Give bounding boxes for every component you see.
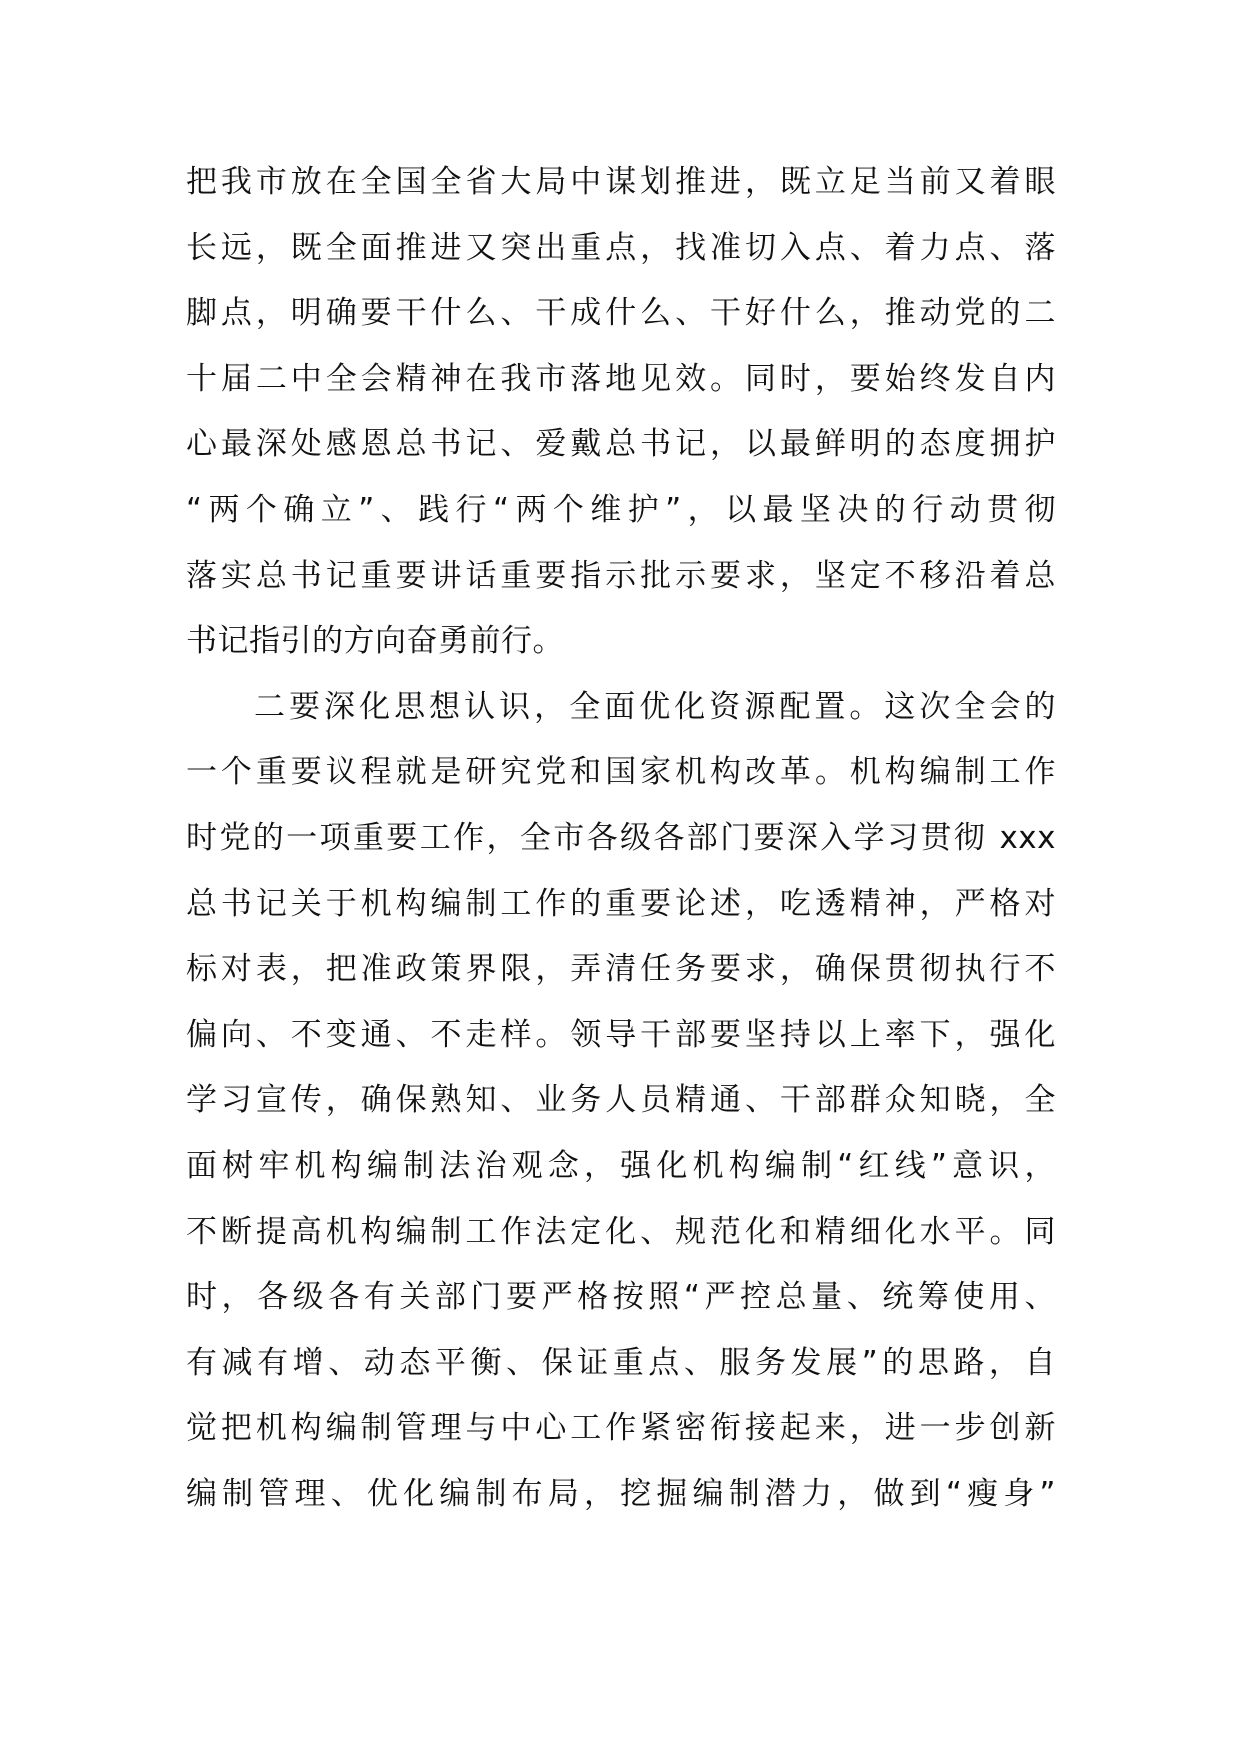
text-line: 落实总书记重要讲话重要指示批示要求，坚定不移沿着总	[186, 557, 1056, 594]
text-line: 一个重要议程就是研究党和国家机构改革。机构编制工作	[186, 754, 1056, 791]
body-text	[186, 150, 1056, 1527]
text-line: 有减有增、动态平衡、保证重点、服务发展”的思路，自	[186, 1344, 1056, 1381]
text-line: 不断提高机构编制工作法定化、规范化和精细化水平。同	[186, 1213, 1056, 1250]
text-line: 把我市放在全国全省大局中谋划推进，既立足当前又着眼	[186, 164, 1056, 200]
text-line: 心最深处感恩总书记、爱戴总书记，以最鲜明的态度拥护	[186, 426, 1056, 463]
text-line: 觉把机构编制管理与中心工作紧密衔接起来，进一步创新	[186, 1410, 1056, 1447]
text-line: 脚点，明确要干什么、干成什么、干好什么，推动党的二	[186, 295, 1056, 332]
text-line: 时党的一项重要工作，全市各级各部门要深入学习贯彻 xxx	[186, 819, 1056, 856]
text-line: “两个确立”、践行“两个维护”，以最坚决的行动贯彻	[186, 491, 1056, 528]
text-line: 编制管理、优化编制布局，挖掘编制潜力，做到“瘦身”	[186, 1475, 1056, 1512]
text-line: 偏向、不变通、不走样。领导干部要坚持以上率下，强化	[186, 1016, 1056, 1053]
text-line: 二要深化思想认识，全面优化资源配置。这次全会的	[254, 688, 1056, 725]
text-line: 标对表，把准政策界限，弄清任务要求，确保贯彻执行不	[186, 951, 1056, 988]
text-line: 长远，既全面推进又突出重点，找准切入点、着力点、落	[186, 229, 1056, 266]
text-line: 十届二中全会精神在我市落地见效。同时，要始终发自内	[186, 360, 1056, 397]
text-line: 时，各级各有关部门要严格按照“严控总量、统筹使用、	[186, 1279, 1056, 1316]
text-line: 书记指引的方向奋勇前行。	[186, 623, 564, 660]
text-line: 面树牢机构编制法治观念，强化机构编制“红线”意识，	[186, 1147, 1056, 1184]
text-line: 总书记关于机构编制工作的重要论述，吃透精神，严格对	[186, 885, 1056, 922]
text-line: 学习宣传，确保熟知、业务人员精通、干部群众知晓，全	[186, 1082, 1056, 1119]
